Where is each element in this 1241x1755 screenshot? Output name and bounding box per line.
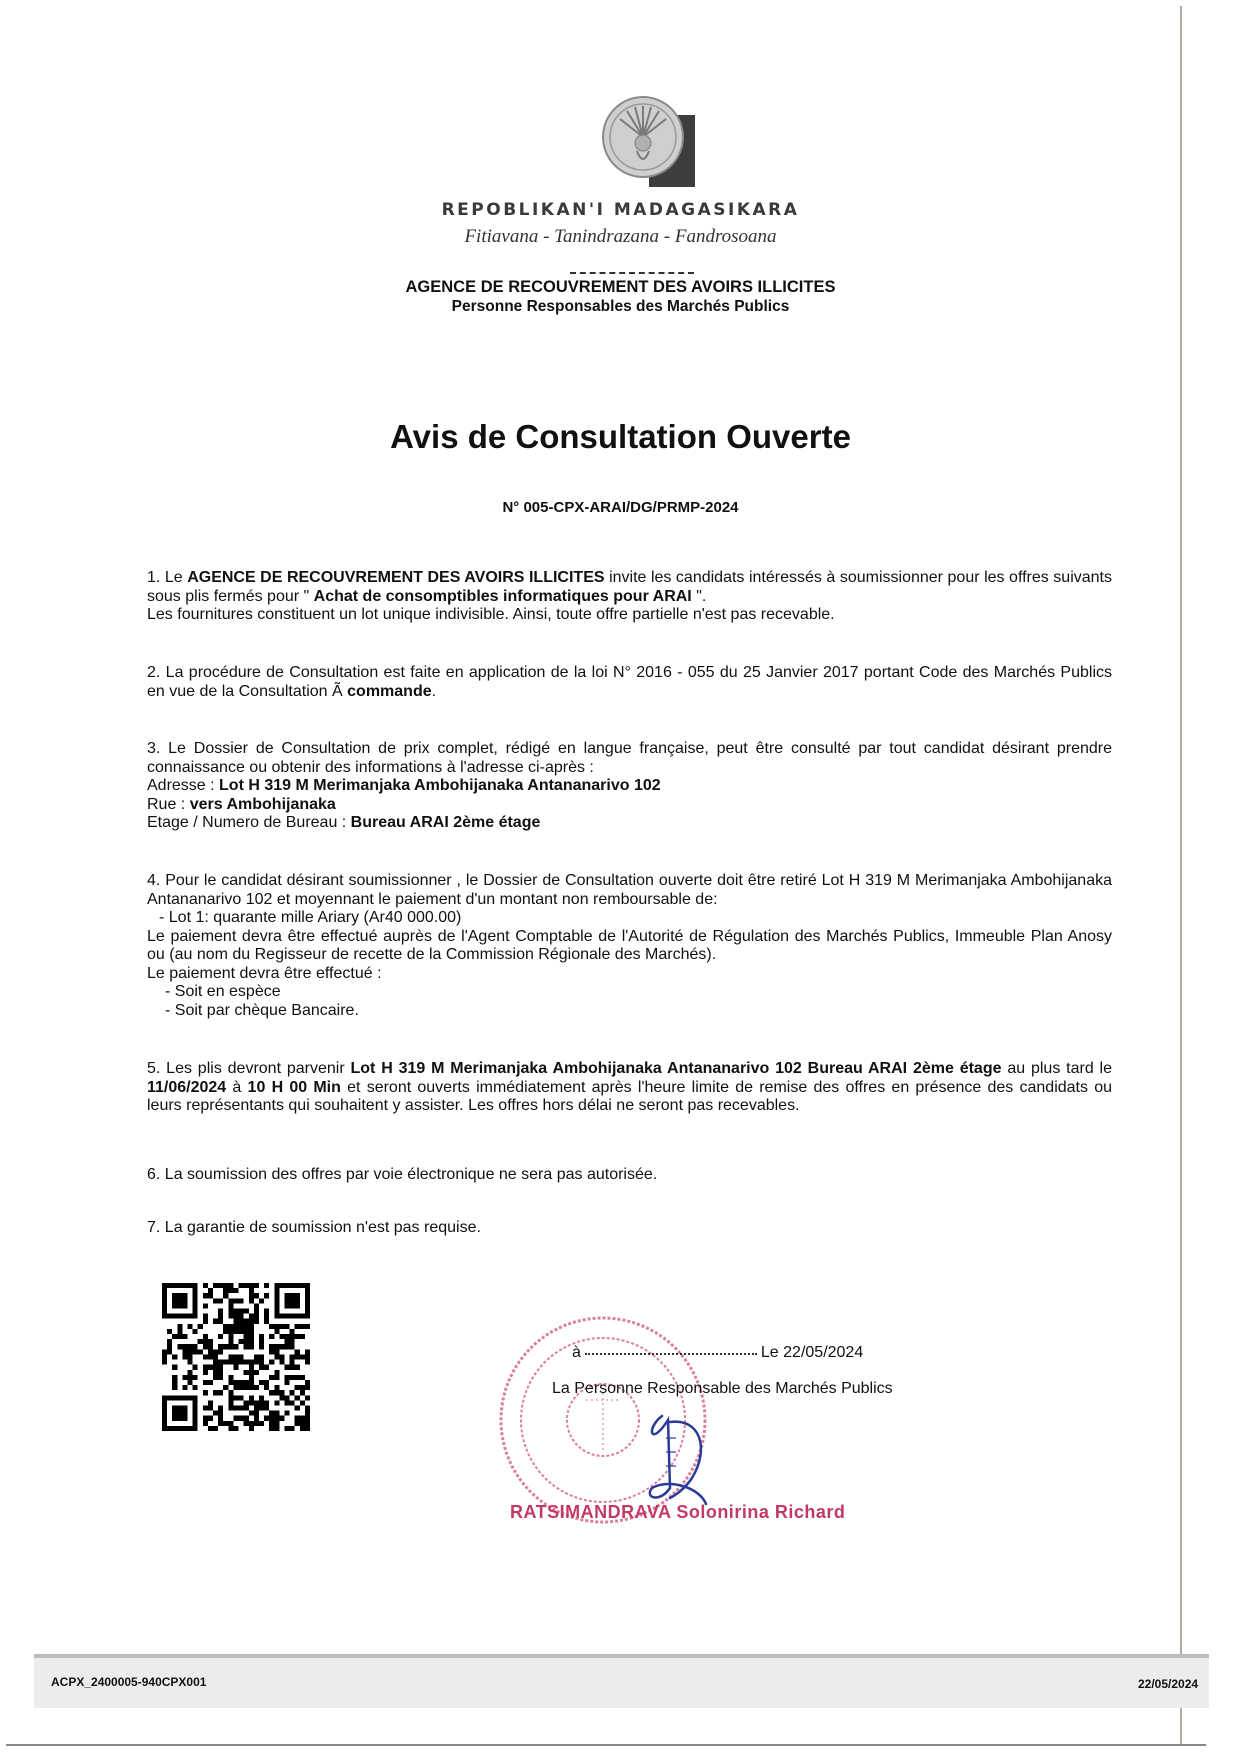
header-separator xyxy=(570,272,694,274)
footer-date: 22/05/2024 xyxy=(1138,1677,1199,1691)
handwritten-signature xyxy=(640,1408,720,1508)
s4-intro: 4. Pour le candidat désirant soumissionner , le Dossier de Consultation ouverte doit être retiré Lot H 319 M Merimanjaka Ambohijanaka Antananarivo 102 et moyennant le paiement d'un montant non remboursable de: xyxy=(147,872,1112,908)
s3-office-value: Bureau ARAI 2ème étage xyxy=(350,814,541,831)
national-motto: Fitiavana - Tanindrazana - Fandrosoana xyxy=(464,226,777,247)
s1-agency: AGENCE DE RECOUVREMENT DES AVOIRS ILLICITES xyxy=(187,569,605,586)
s1-text: 1. Le xyxy=(147,569,188,586)
s4-payment: Le paiement devra être effectué auprès de l'Agent Comptable de l'Autorité de Régulation des Marchés Publics, Immeuble Plan Anosy ou (au nom du Regisseur de recette de la Commission Régionale des Marchés). xyxy=(147,927,1112,963)
s4-lot: - Lot 1: quarante mille Ariary (Ar40 000.00) xyxy=(159,909,462,926)
section-5 xyxy=(147,1060,1112,1116)
department-name: Personne Responsables des Marchés Publics xyxy=(451,298,790,315)
place-blank xyxy=(585,1353,757,1355)
place-prefix: à xyxy=(572,1344,581,1361)
document-id: ACPX_2400005-940CPX001 xyxy=(51,1675,207,1689)
s1-object: Achat de consomptibles informatiques pour ARAI xyxy=(313,587,692,605)
section-2 xyxy=(147,664,1112,701)
agency-name: AGENCE DE RECOUVREMENT DES AVOIRS ILLICITES xyxy=(405,278,836,296)
s3-street-label: Rue : xyxy=(147,795,190,813)
section-1 xyxy=(147,569,1112,625)
footer-band xyxy=(34,1654,1209,1708)
s3-intro: 3. Le Dossier de Consultation de prix complet, rédigé en langue française, peut être consulté par tout candidat désirant prendre connaissance ou obtenir des informations à l'adresse ci-après : xyxy=(147,740,1112,776)
s3-address-value: Lot H 319 M Merimanjaka Ambohijanaka Antananarivo 102 xyxy=(219,777,661,794)
s7-text: 7. La garantie de soumission n'est pas requise. xyxy=(147,1219,481,1236)
s5-deadline-time: 10 H 00 Min xyxy=(247,1078,341,1096)
reference-number: N° 005-CPX-ARAI/DG/PRMP-2024 xyxy=(502,499,739,516)
signature-date: Le 22/05/2024 xyxy=(760,1344,864,1361)
country-name: REPOBLIKAN'I MADAGASIKARA xyxy=(441,200,800,220)
s2-text: . xyxy=(431,682,437,700)
s5-deadline-date: 11/06/2024 xyxy=(147,1078,227,1096)
s1-lot-note: Les fournitures constituent un lot unique indivisible. Ainsi, toute offre partielle n'est pas recevable. xyxy=(147,606,835,623)
s5-location: Lot H 319 M Merimanjaka Ambohijanaka Antananarivo 102 Bureau ARAI 2ème étage xyxy=(350,1060,1002,1077)
s4-payment-modes-intro: Le paiement devra être effectué : xyxy=(147,964,382,982)
s6-text: 6. La soumission des offres par voie électronique ne sera pas autorisée. xyxy=(147,1166,658,1183)
section-6 xyxy=(147,1166,1112,1185)
scan-edge-line xyxy=(1180,6,1182,1746)
s2-mode: commande xyxy=(347,682,432,700)
section-7 xyxy=(147,1219,1112,1238)
signer-role: La Personne Responsable des Marchés Publics xyxy=(552,1380,893,1397)
s3-address-label: Adresse : xyxy=(147,777,220,794)
s4-payment-mode: - Soit en espèce xyxy=(165,983,281,1000)
s3-office-label: Etage / Numero de Bureau : xyxy=(147,814,351,831)
s2-text: 2. La procédure de Consultation est faite en application de la loi N° 2016 - 055 du 25 Janvier 2017 portant Code des Marchés Publics en vue de la Consultation Ã xyxy=(147,664,1112,700)
s5-text: au plus tard le xyxy=(1001,1060,1112,1077)
s4-payment-mode: - Soit par chèque Bancaire. xyxy=(165,1001,359,1019)
s5-text: et seront ouverts immédiatement après l'heure limite de remise des offres en présence des candidats ou leurs représentants qui souhaitent y assister. Les offres hors délai ne seront pas recevables. xyxy=(147,1078,1113,1114)
section-3 xyxy=(147,740,1112,833)
s5-text: 5. Les plis devront parvenir xyxy=(147,1060,351,1077)
national-emblem-icon xyxy=(597,93,697,189)
signer-name: RATSIMANDRAVA Solonirina Richard xyxy=(510,1502,846,1522)
page-title: Avis de Consultation Ouverte xyxy=(390,418,851,455)
section-4 xyxy=(147,872,1112,1020)
bottom-rule xyxy=(6,1744,1206,1746)
s1-text: ". xyxy=(691,587,707,605)
s5-text: à xyxy=(226,1078,248,1096)
place-and-date xyxy=(572,1344,863,1362)
qr-code[interactable] xyxy=(162,1283,310,1431)
s1-text: invite les candidats intéressés à soumissionner pour les offres suivants sous plis fermés pour " xyxy=(147,569,1112,605)
s3-street-value: vers Ambohijanaka xyxy=(189,795,336,813)
